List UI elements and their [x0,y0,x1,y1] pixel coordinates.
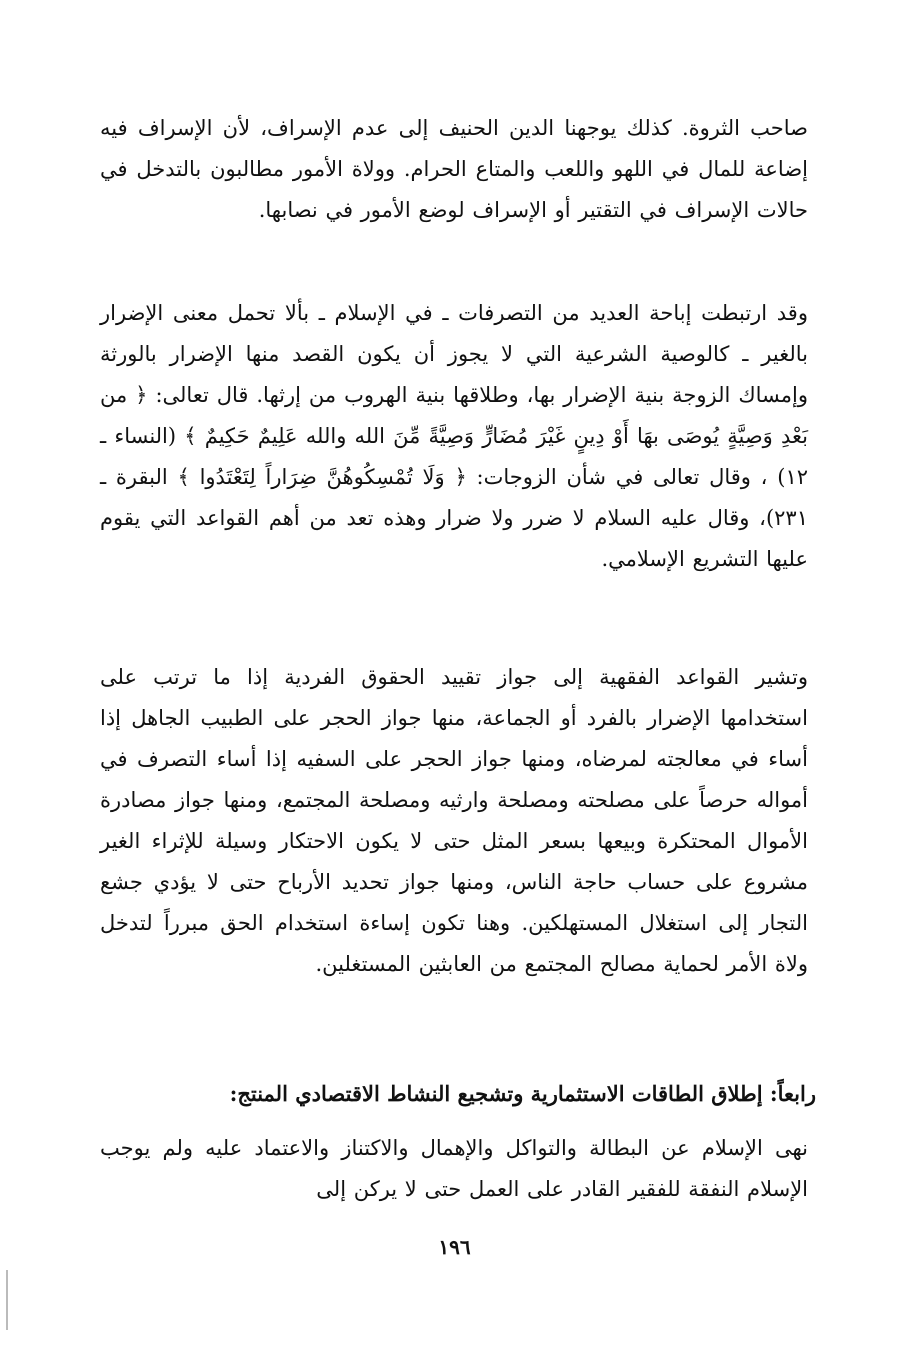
page-number: ١٩٦ [438,1235,471,1259]
paragraph-restricting-rights: وتشير القواعد الفقهية إلى جواز تقييد الحقوق الفردية إذا ما ترتب على استخدامها الإضرار بالفرد أو الجماعة، منها جواز الحجر على الطبيب الجاهل إذا أساء في معالجته لمرضاه، ومنها جواز الحجر على السفيه إذا أساء التصرف في أمواله حرصاً على مصلحته ومصلحة وارثيه ومصلحة المجتمع، ومنها جواز مصادرة الأموال المحتكرة وبيعها بسعر المثل حتى لا يكون الاحتكار وسيلة للإثراء الغير مشروع على حساب حاجة الناس، ومنها جواز تحديد الأرباح حتى لا يؤدي جشع التجار إلى استغلال المستهلكين. وهنا تكون إساءة استخدام الحق مبرراً لتدخل ولاة الأمر لحماية مصالح المجتمع من العابثين المستغلين. [100,665,808,976]
scan-edge-mark [6,1270,8,1330]
paragraph-extravagance: صاحب الثروة. كذلك يوجهنا الدين الحنيف إلى عدم الإسراف، لأن الإسراف فيه إضاعة للمال في اللهو واللعب والمتاع الحرام. وولاة الأمور مطالبون بالتدخل في حالات الإسراف في التقتير أو الإسراف لوضع الأمور في نصابها. [100,116,808,222]
section-heading: رابعاً: إطلاق الطاقات الاستثمارية وتشجيع النشاط الاقتصادي المنتج: [229,1081,816,1106]
paragraph-idleness: نهى الإسلام عن البطالة والتواكل والإهمال والاكتناز والاعتماد عليه ولم يوجب الإسلام النفقة للفقير القادر على العمل حتى لا يركن إلى [100,1136,808,1201]
paragraph-harm-prohibition: وقد ارتبطت إباحة العديد من التصرفات ـ في الإسلام ـ بألا تحمل معنى الإضرار بالغير ـ كالوصية الشرعية التي لا يجوز أن يكون القصد منها الإضرار بالورثة وإمساك الزوجة بنية الإضرار بها، وطلاقها بنية الهروب من إرثها. قال تعالى: ﴿ من بَعْدِ وَصِيَّةٍ يُوصَى بهَا أَوْ دِينٍ غَيْرَ مُضَارٍّ وَصِيَّةً مِّنَ الله والله عَلِيمٌ حَكِيمٌ ﴾ (النساء ـ ١٢) ، وقال تعالى في شأن الزوجات: ﴿ وَلَا تُمْسِكُوهُنَّ ضِرَاراً لِتَعْتَدُوا ﴾ البقرة ـ ٢٣١)، وقال عليه السلام لا ضرر ولا ضرار وهذه تعد من أهم القواعد التي يقوم عليها التشريع الإسلامي. [100,301,808,571]
